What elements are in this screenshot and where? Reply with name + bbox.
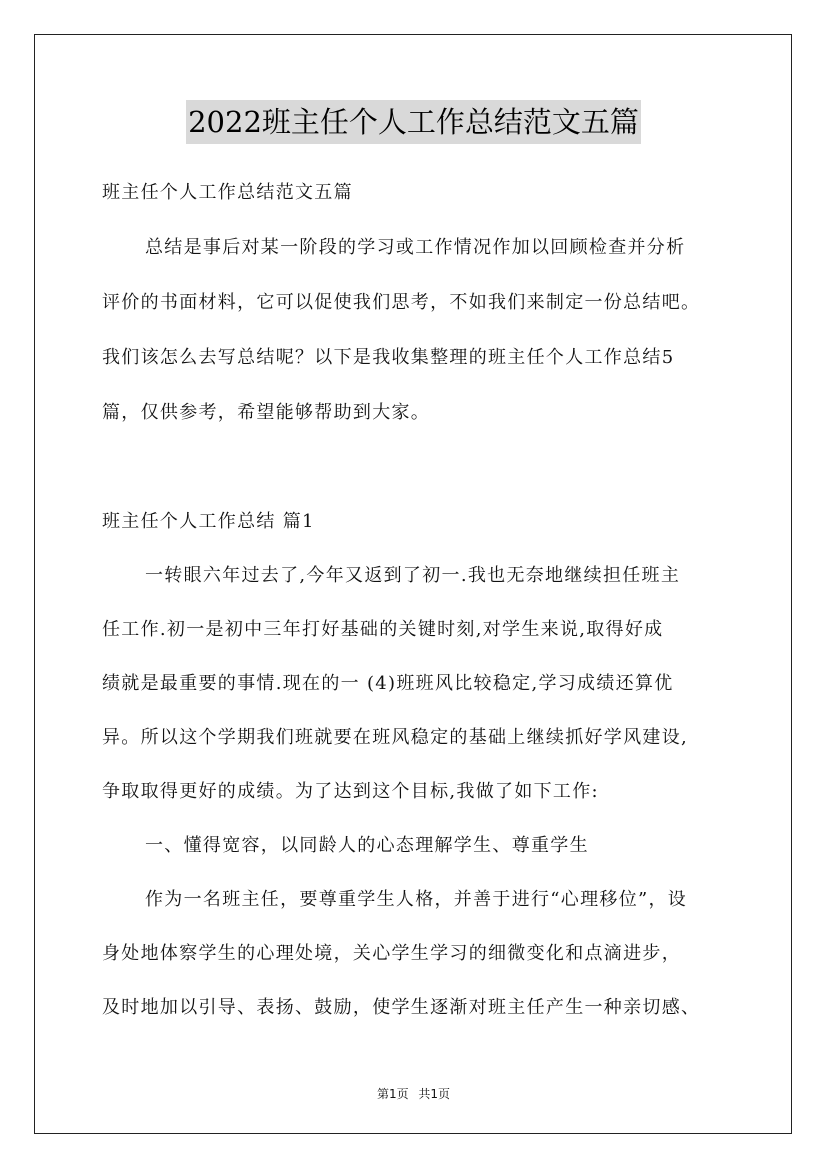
section-line-2: 任工作.初一是初中三年打好基础的关键时刻,对学生来说,取得好成: [102, 619, 664, 640]
page-footer: [0, 1086, 827, 1102]
point-heading: 一、懂得宽容，以同龄人的心态理解学生、尊重学生: [145, 835, 589, 856]
point-line-2: 身处地体察学生的心理处境，关心学生学习的细微变化和点滴进步，: [102, 943, 681, 964]
intro-line-4: 篇，仅供参考，希望能够帮助到大家。: [102, 402, 431, 423]
section-line-5: 争取取得更好的成绩。为了达到这个目标,我做了如下工作:: [102, 781, 599, 802]
page-total: 共1页: [418, 1087, 451, 1101]
document-title-text: 2022班主任个人工作总结范文五篇: [186, 100, 641, 144]
point-line-1: 作为一名班主任，要尊重学生人格，并善于进行“心理移位”，设: [145, 889, 688, 910]
point-line-3: 及时地加以引导、表扬、鼓励，使学生逐渐对班主任产生一种亲切感、: [102, 997, 701, 1018]
intro-line-2: 评价的书面材料，它可以促使我们思考，不如我们来制定一份总结吧。: [102, 292, 701, 313]
section-heading: 班主任个人工作总结 篇1: [102, 511, 315, 532]
section-line-1: 一转眼六年过去了,今年又返到了初一.我也无奈地继续担任班主: [145, 565, 681, 586]
section-line-4: 异。所以这个学期我们班就要在班风稳定的基础上继续抓好学风建设,: [102, 727, 689, 748]
document-subtitle: 班主任个人工作总结范文五篇: [102, 182, 353, 203]
page-number: 第1页: [376, 1087, 409, 1101]
intro-line-1: 总结是事后对某一阶段的学习或工作情况作加以回顾检查并分析: [145, 237, 686, 258]
section-line-3: 绩就是最重要的事情.现在的一 (4)班班风比较稳定,学习成绩还算优: [102, 673, 674, 694]
intro-line-3: 我们该怎么去写总结呢？以下是我收集整理的班主任个人工作总结5: [102, 347, 675, 368]
document-title: [0, 100, 827, 144]
